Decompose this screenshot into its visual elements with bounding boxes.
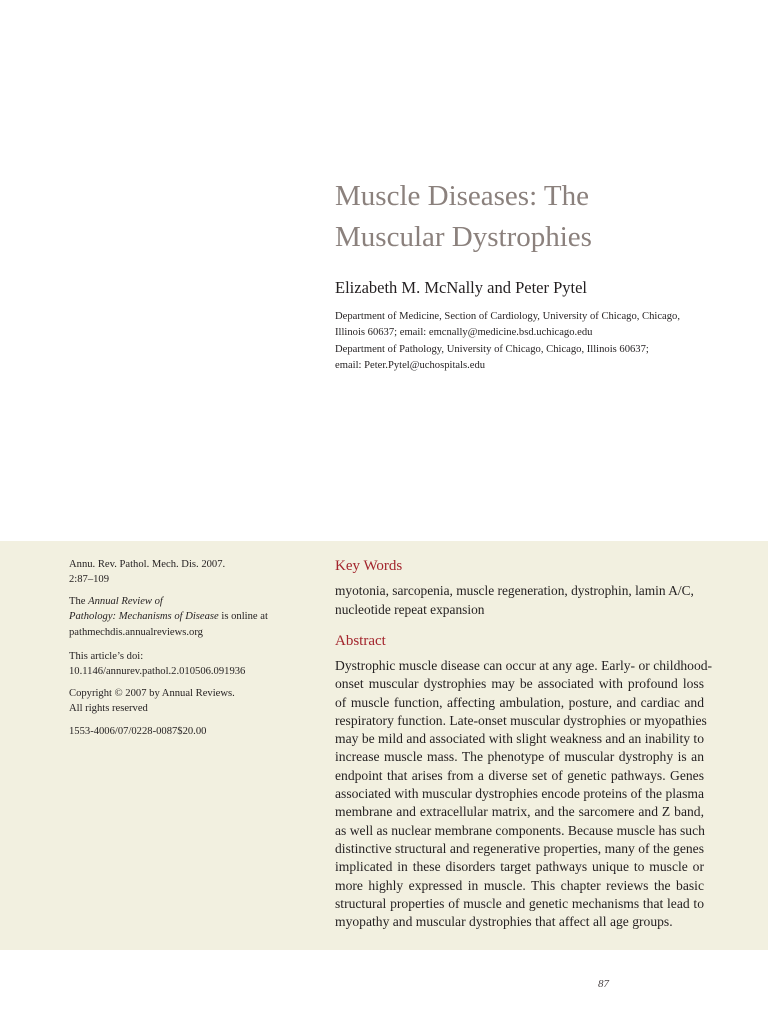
article-title-line: Muscle Diseases: The <box>335 180 589 212</box>
affiliation-line: Illinois 60637; email: emcnally@medicine.bsd.uchicago.edu <box>335 326 593 338</box>
doi-block <box>69 649 289 680</box>
abstract-line: myopathy and muscular dystrophies that affect all age groups. <box>335 914 673 930</box>
abstract-line: associated with muscular dystrophies encode proteins of the plasma <box>335 786 704 802</box>
article-title <box>335 176 735 258</box>
affiliation-medicine <box>335 309 695 340</box>
abstract-line: respiratory function. Late-onset muscular dystrophies or myopathies <box>335 712 707 728</box>
online-prefix: The <box>69 596 89 607</box>
abstract-line: may be mild and associated with slight weakness and an inability to <box>335 731 704 747</box>
journal-url[interactable]: pathmechdis.annualreviews.org <box>69 626 203 638</box>
article-title-line: Muscular Dystrophies <box>335 221 592 253</box>
copyright-notice <box>69 686 289 717</box>
journal-name-part-2: Pathology: Mechanisms of Disease <box>69 611 219 623</box>
online-suffix: is online at <box>218 611 268 623</box>
abstract-body <box>335 657 713 931</box>
abstract-line: of muscle function, affecting ambulation, posture, and cardiac and <box>335 694 704 710</box>
abstract-line: implicated in these disorders target pathways unique to muscle or <box>335 859 704 875</box>
abstract-line: membrane and extracellular matrix, and the sarcomere and Z band, <box>335 804 704 820</box>
page-number: 87 <box>598 978 609 990</box>
key-words-list <box>335 582 707 619</box>
key-words-line: myotonia, sarcopenia, muscle regeneration, dystrophin, lamin A/C, <box>335 583 694 598</box>
key-words-heading: Key Words <box>335 558 403 574</box>
abstract-line: more highly expressed in muscle. This chapter reviews the basic <box>335 877 704 893</box>
issn-price <box>69 724 289 739</box>
abstract-heading: Abstract <box>335 633 386 649</box>
article-authors: Elizabeth M. McNally and Peter Pytel <box>335 278 588 297</box>
affiliation-pathology <box>335 342 695 373</box>
abstract-line: as well as nuclear membrane components. Because muscle has such <box>335 822 705 838</box>
journal-name-part-1: Annual Review of <box>88 596 163 607</box>
doi-value[interactable]: 10.1146/annurev.pathol.2.010506.091936 <box>69 666 246 678</box>
issn-line: 1553-4006/07/0228-0087$20.00 <box>69 726 207 737</box>
citation-line: 2:87–109 <box>69 574 110 586</box>
affiliation-line: Department of Pathology, University of Chicago, Chicago, Illinois 60637; <box>335 344 649 355</box>
abstract-line: onset muscular dystrophies may be associated with profound loss <box>335 676 704 692</box>
abstract-line: Dystrophic muscle disease can occur at any age. Early- or childhood- <box>335 658 713 673</box>
online-note-line <box>69 609 289 624</box>
abstract-line: structural properties of muscle and genetic mechanisms that lead to <box>335 895 704 911</box>
copyright-line: Copyright © 2007 by Annual Reviews. <box>69 688 235 699</box>
affiliation-line: Department of Medicine, Section of Cardiology, University of Chicago, Chicago, <box>335 311 680 322</box>
copyright-line: All rights reserved <box>69 703 148 715</box>
online-availability-note <box>69 594 289 640</box>
doi-label: This article’s doi: <box>69 651 144 662</box>
abstract-line: endpoint that arises from a diverse set of genetic pathways. Genes <box>335 767 704 783</box>
affiliation-line: email: Peter.Pytel@uchospitals.edu <box>335 359 486 371</box>
abstract-line: distinctive structural and regenerative properties, many of the genes <box>335 840 704 856</box>
journal-citation <box>69 557 289 588</box>
abstract-line: increase muscle mass. The phenotype of muscular dystrophy is an <box>335 749 704 765</box>
online-note-line <box>69 594 289 609</box>
citation-line: Annu. Rev. Pathol. Mech. Dis. 2007. <box>69 559 226 570</box>
key-words-line: nucleotide repeat expansion <box>335 601 485 617</box>
